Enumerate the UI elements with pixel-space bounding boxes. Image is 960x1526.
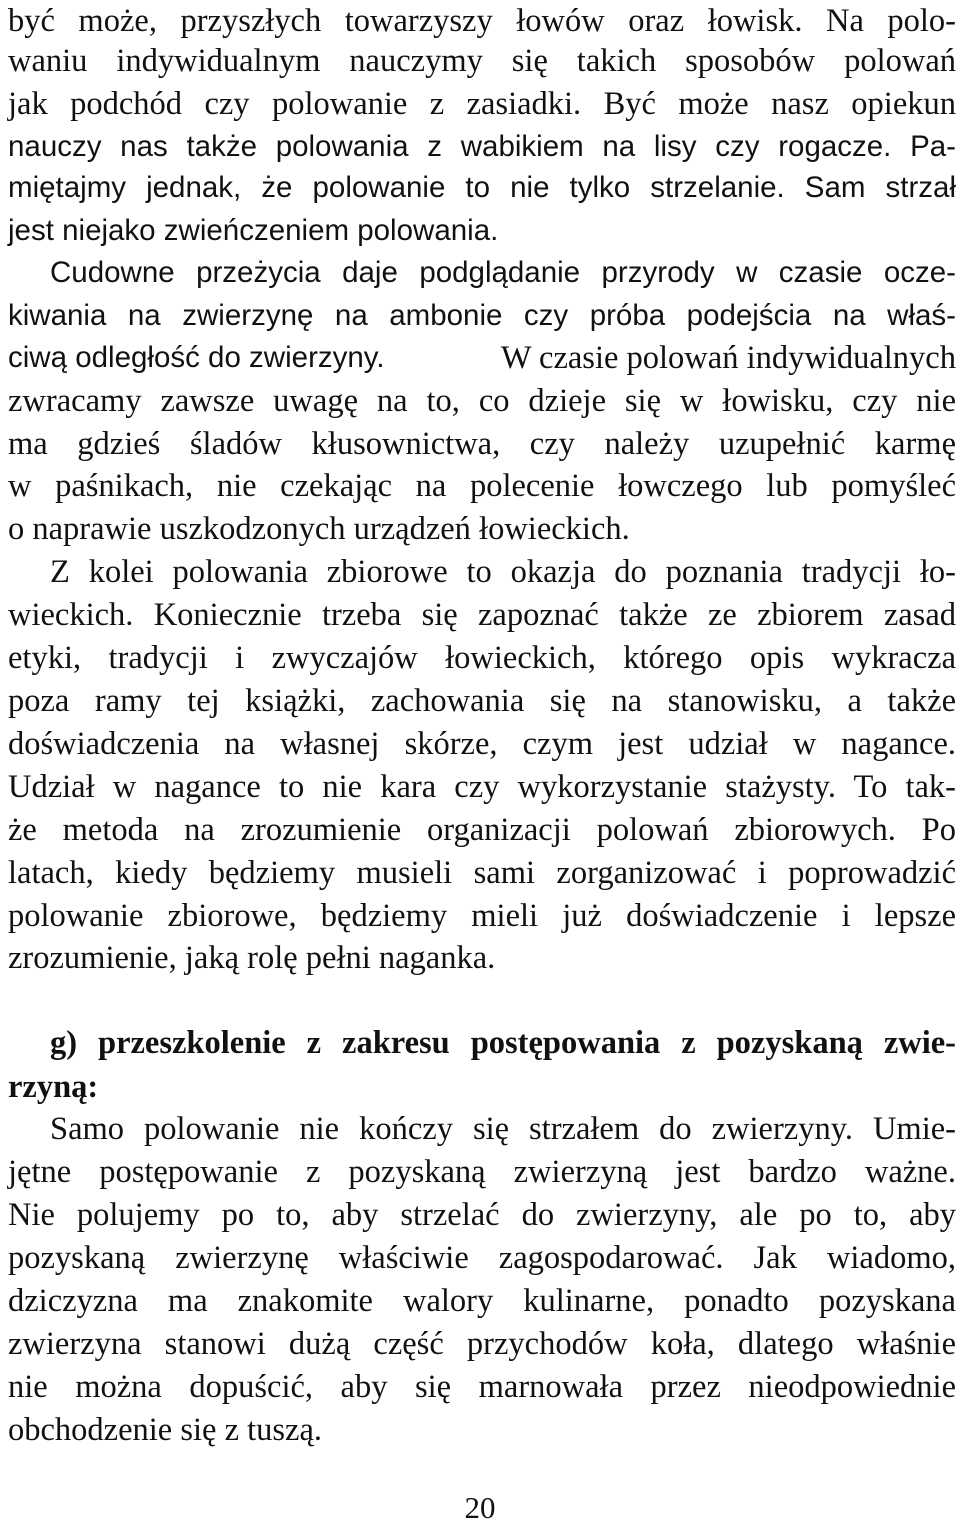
text-line: kiwania na zwierzynę na ambonie czy próba podejścia na właś- xyxy=(8,299,956,332)
section-heading: g) przeszkolenie z zakresu postępowania z pozyskaną zwie- xyxy=(50,1025,956,1061)
text-line: obchodzenie się z tuszą. xyxy=(8,1412,323,1448)
text-line: miętajmy jednak, że polowanie to nie tylko strzelanie. Sam strzał xyxy=(8,171,956,204)
page-number: 20 xyxy=(464,1490,496,1525)
text-line: waniu indywidualnym nauczymy się takich sposobów polowań xyxy=(8,43,956,79)
text-line: doświadczenia na własnej skórze, czym jest udział w nagance. xyxy=(8,726,956,762)
text-line: nie można dopuścić, aby się marnowała przez nieodpowiednie xyxy=(8,1369,956,1405)
text-line: etyki, tradycji i zwyczajów łowieckich, którego opis wykracza xyxy=(8,640,956,676)
text-line: ma gdzieś śladów kłusownictwa, czy należy uzupełnić karmę xyxy=(8,426,956,462)
text-line: Udział w nagance to nie kara czy wykorzystanie stażysty. To tak- xyxy=(8,769,956,805)
text-line: nauczy nas także polowania z wabikiem na lisy czy rogacze. Pa- xyxy=(8,130,956,163)
text-line: wieckich. Koniecznie trzeba się zapoznać także ze zbiorem zasad xyxy=(8,597,956,633)
text-line: poza ramy tej książki, zachowania się na stanowisku, a także xyxy=(8,683,956,719)
text-line: jętne postępowanie z pozyskaną zwierzyną jest bardzo ważne. xyxy=(8,1154,956,1190)
text-line: Nie polujemy po to, aby strzelać do zwierzyny, ale po to, aby xyxy=(8,1197,956,1233)
text-line: jak podchód czy polowanie z zasiadki. Być może nasz opiekun xyxy=(8,86,956,122)
section-heading: rzyną: xyxy=(8,1069,99,1105)
text-line: dziczyzna ma znakomite walory kulinarne, ponadto pozyskana xyxy=(8,1283,956,1319)
text-line: w paśnikach, nie czekając na polecenie łowczego lub pomyśleć xyxy=(8,468,956,504)
text-line: Z kolei polowania zbiorowe to okazja do poznania tradycji ło- xyxy=(50,554,956,590)
text-line: W czasie polowań indywidualnych xyxy=(500,340,956,376)
text-line: o naprawie uszkodzonych urządzeń łowieckich. xyxy=(8,511,630,547)
text-line: Cudowne przeżycia daje podglądanie przyrody w czasie ocze- xyxy=(50,256,956,289)
text-line: zwierzyna stanowi dużą część przychodów koła, dlatego właśnie xyxy=(8,1326,956,1362)
text-line: być może, przyszłych towarzyszy łowów oraz łowisk. Na polo- xyxy=(8,3,956,39)
text-line: polowanie zbiorowe, będziemy mieli już doświadczenie i lepsze xyxy=(8,898,956,934)
text-line: że metoda na zrozumienie organizacji polowań zbiorowych. Po xyxy=(8,812,956,848)
text-line: zrozumienie, jaką rolę pełni naganka. xyxy=(8,940,496,976)
text-line: ciwą odległość do zwierzyny. xyxy=(8,341,385,374)
text-line: Samo polowanie nie kończy się strzałem do zwierzyny. Umie- xyxy=(50,1111,956,1147)
text-line: jest niejako zwieńczeniem polowania. xyxy=(8,214,499,247)
text-line: zwracamy zawsze uwagę na to, co dzieje się w łowisku, czy nie xyxy=(8,383,956,419)
text-line: latach, kiedy będziemy musieli sami zorganizować i poprowadzić xyxy=(8,855,956,891)
text-line: pozyskaną zwierzynę właściwie zagospodarować. Jak wiadomo, xyxy=(8,1240,956,1276)
